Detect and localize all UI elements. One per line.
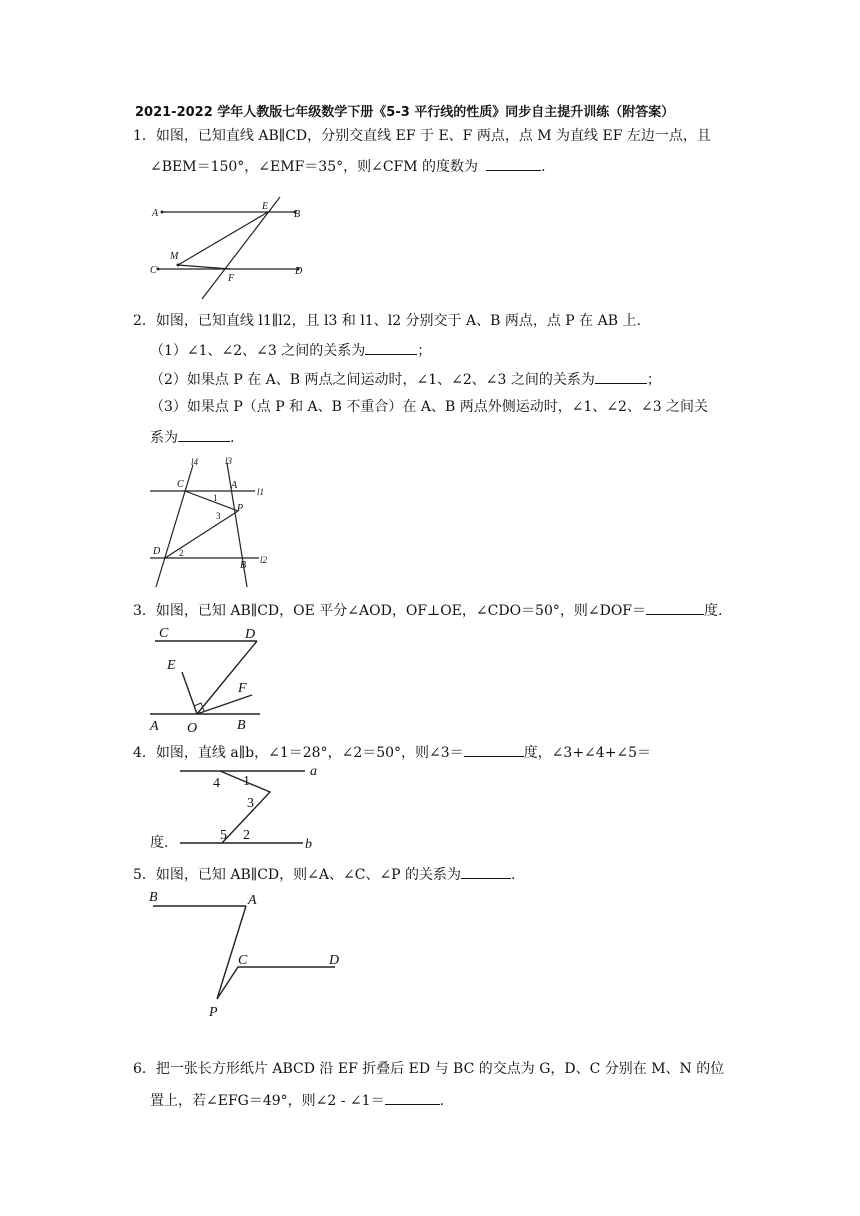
q6-line2: 置上，若∠EFG＝49°，则∠2 - ∠1＝ .	[150, 1090, 444, 1110]
q3-label-D: D	[245, 627, 256, 642]
q2-label-D: D	[153, 546, 161, 557]
q4-angle-3: 3	[247, 796, 254, 811]
q2-line1: 2．如图，已知直线 l1∥l2，且 l3 和 l1、l2 分别交于 A、B 两点，点 P 在 AB 上.	[133, 313, 641, 329]
q1-line2: ∠BEM＝150°，∠EMF＝35°，则∠CFM 的度数为 .	[150, 156, 546, 176]
q3-label-A: A	[150, 719, 159, 734]
q4-label-a: a	[310, 764, 317, 779]
q3-label-E: E	[167, 658, 176, 673]
q5-label-A: A	[248, 893, 257, 908]
q4-tail: 度.	[150, 835, 169, 851]
q2-part3b: 系为 .	[150, 427, 234, 447]
page-title: 2021-2022 学年人教版七年级数学下册《5-3 平行线的性质》同步自主提升训练（附答案）	[135, 105, 675, 120]
q3-label-B: B	[237, 718, 246, 733]
q2-label-l1: l1	[257, 487, 265, 497]
q2-label-B: B	[240, 560, 247, 571]
q1-answer-blank[interactable]	[486, 156, 541, 171]
q2-part2: （2）如果点 P 在 A、B 两点之间运动时，∠1、∠2、∠3 之间的关系为 ；	[150, 369, 661, 389]
q5-label-P: P	[209, 1005, 218, 1020]
q4-figure	[175, 760, 325, 855]
q5-label-D: D	[329, 953, 340, 968]
q5-answer-blank[interactable]	[461, 864, 511, 879]
q2-part3: （3）如果点 P（点 P 和 A、B 不重合）在 A、B 两点外侧运动时，∠1、∠2、∠3 之间关	[150, 399, 709, 415]
q5-figure	[145, 886, 355, 1026]
q2-part1-blank[interactable]	[365, 340, 417, 355]
q3-label-C: C	[159, 626, 169, 641]
q1-line1: 1．如图，已知直线 AB∥CD，分别交直线 EF 于 E、F 两点，点 M 为直线 EF 左边一点，且	[133, 128, 711, 144]
q5-label-B: B	[149, 890, 158, 905]
q4-angle-4: 4	[213, 776, 220, 791]
q2-label-P: P	[237, 503, 244, 514]
q3-label-O: O	[187, 721, 198, 736]
q4-angle-2: 2	[243, 828, 250, 843]
q2-part3-blank[interactable]	[178, 427, 230, 442]
q1-label-F: F	[228, 273, 235, 284]
q1-label-A: A	[152, 208, 159, 219]
q4-angle-1: 1	[243, 774, 250, 789]
q6-line1: 6．把一张长方形纸片 ABCD 沿 EF 折叠后 ED 与 BC 的交点为 G，D、C 分别在 M、N 的位	[133, 1061, 725, 1077]
q2-label-A: A	[231, 480, 238, 491]
q1-label-B: B	[294, 209, 301, 220]
q2-angle-3: 3	[216, 511, 221, 521]
q3-answer-blank[interactable]	[646, 600, 704, 615]
q4-answer-blank-1[interactable]	[464, 742, 524, 757]
q2-label-l4: l4	[191, 457, 199, 467]
q3-label-F: F	[238, 681, 247, 696]
q2-part1: （1）∠1、∠2、∠3 之间的关系为 ；	[150, 340, 431, 360]
q4-angle-5: 5	[220, 828, 227, 843]
q2-part2-blank[interactable]	[595, 369, 647, 384]
q1-figure	[150, 195, 320, 305]
q2-label-C: C	[177, 479, 184, 490]
q2-label-l2: l2	[260, 555, 268, 565]
q2-angle-2: 2	[179, 548, 184, 558]
q2-angle-1: 1	[213, 493, 218, 503]
q3-line1: 3．如图，已知 AB∥CD，OE 平分∠AOD，OF⊥OE，∠CDO＝50°，则∠DOF＝ 度.	[133, 600, 722, 620]
q2-label-l3: l3	[225, 456, 233, 466]
q3-figure	[145, 622, 270, 734]
q1-label-D: D	[295, 266, 303, 277]
q2-figure	[143, 455, 273, 590]
q1-label-E: E	[262, 201, 269, 212]
q5-label-C: C	[238, 953, 248, 968]
q6-answer-blank[interactable]	[385, 1090, 440, 1105]
q5-line1: 5．如图，已知 AB∥CD，则∠A、∠C、∠P 的关系为 .	[133, 864, 516, 884]
q4-label-b: b	[305, 837, 312, 852]
q1-label-C: C	[150, 265, 157, 276]
q1-label-M: M	[170, 251, 179, 262]
q4-line1: 4．如图，直线 a∥b，∠1＝28°，∠2＝50°，则∠3＝ 度，∠3+∠4+∠5＝	[133, 742, 651, 762]
